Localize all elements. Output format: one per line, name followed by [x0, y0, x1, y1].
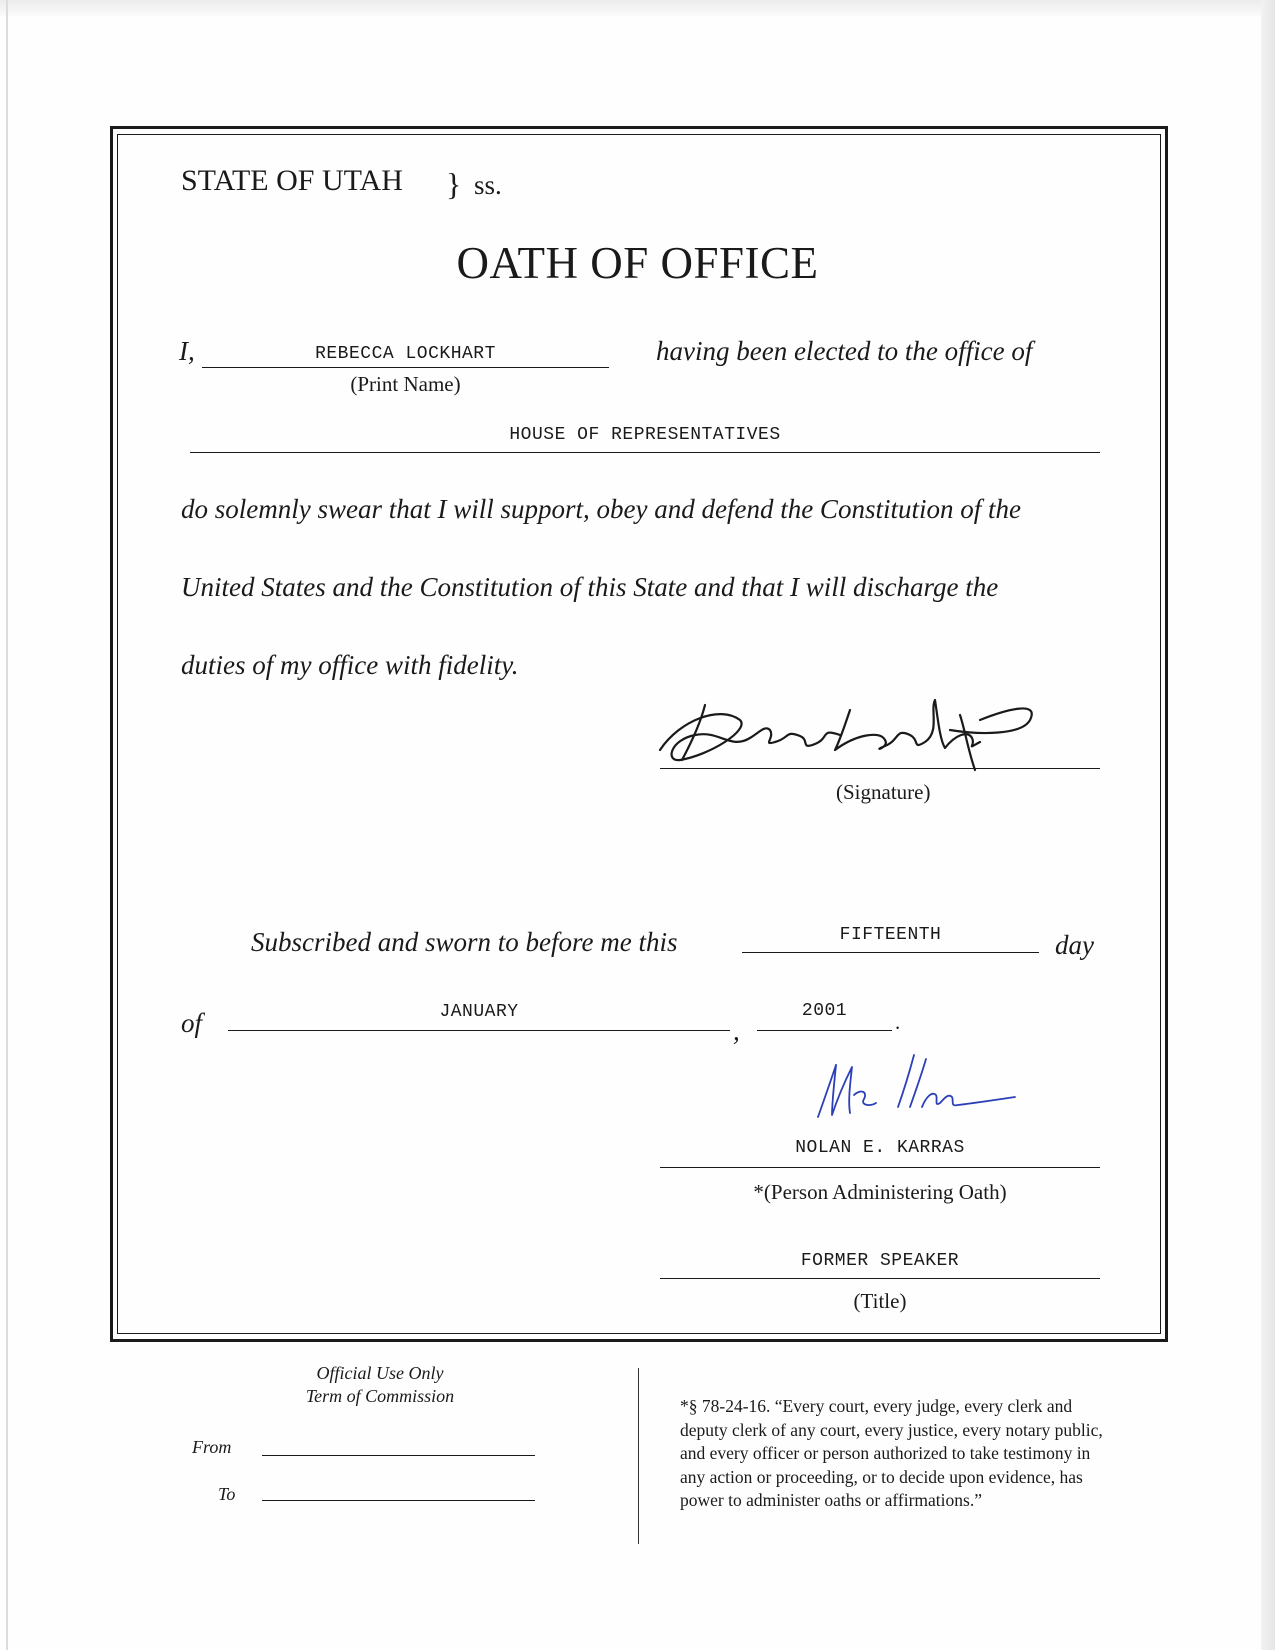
oath-body-line-1: do solemnly swear that I will support, obey and defend the Constitution of the — [181, 494, 1021, 524]
signature-label: (Signature) — [836, 780, 931, 804]
term-of-commission-heading: Term of Commission — [305, 1386, 455, 1406]
state-label: STATE OF UTAH — [181, 164, 403, 197]
print-name-value: REBECCA LOCKHART — [315, 344, 496, 364]
office-line — [190, 452, 1100, 453]
comma: , — [733, 1016, 740, 1046]
of-label: of — [181, 1008, 203, 1038]
statute-line: *§ 78-24-16. “Every court, every judge, every clerk and — [680, 1396, 1073, 1416]
statute-line: power to administer oaths or affirmations.” — [680, 1490, 982, 1510]
year-line — [757, 1030, 892, 1031]
signature-line — [660, 768, 1100, 769]
i-label: I, — [179, 336, 195, 366]
subscribed-text: Subscribed and sworn to before me this — [251, 927, 678, 957]
administrator-signature — [810, 1045, 1020, 1125]
administrator-line — [660, 1167, 1100, 1168]
month-value: JANUARY — [439, 1002, 519, 1022]
administrator-title-value: FORMER SPEAKER — [800, 1251, 960, 1271]
page-title: OATH OF OFFICE — [456, 238, 819, 288]
title-line — [660, 1278, 1100, 1279]
brace-symbol: } — [446, 166, 462, 202]
month-line — [228, 1030, 730, 1031]
day-line — [742, 952, 1039, 953]
to-label: To — [218, 1484, 236, 1504]
period: . — [895, 1010, 901, 1034]
statute-line: any action or proceeding, or to decide upon evidence, has — [680, 1466, 1083, 1487]
oath-body-line-3: duties of my office with fidelity. — [181, 650, 519, 680]
administrator-name-value: NOLAN E. KARRAS — [795, 1138, 965, 1158]
ss-label: ss. — [474, 170, 502, 200]
statute-line: and every officer or person authorized to take testimony in — [680, 1443, 1091, 1463]
to-line — [262, 1500, 535, 1501]
print-name-label: (Print Name) — [350, 372, 461, 396]
day-label: day — [1055, 930, 1094, 960]
statute-line: deputy clerk of any court, every justice, every notary public, — [680, 1419, 1103, 1440]
from-line — [262, 1455, 535, 1456]
from-label: From — [192, 1437, 232, 1457]
oath-body-line-2: United States and the Constitution of this State and that I will discharge the — [181, 572, 999, 602]
statute-footnote — [680, 1395, 1180, 1513]
office-value: HOUSE OF REPRESENTATIVES — [509, 425, 781, 445]
official-use-heading: Official Use Only — [316, 1363, 444, 1383]
elected-text: having been elected to the office of — [656, 336, 1033, 366]
day-value: FIFTEENTH — [839, 925, 942, 945]
footer-divider — [638, 1368, 639, 1544]
title-label: (Title) — [853, 1289, 907, 1313]
scan-edge-top — [0, 0, 1275, 16]
print-name-line — [202, 367, 609, 368]
year-value: 2001 — [801, 1001, 848, 1021]
administrator-label: *(Person Administering Oath) — [753, 1180, 1007, 1204]
